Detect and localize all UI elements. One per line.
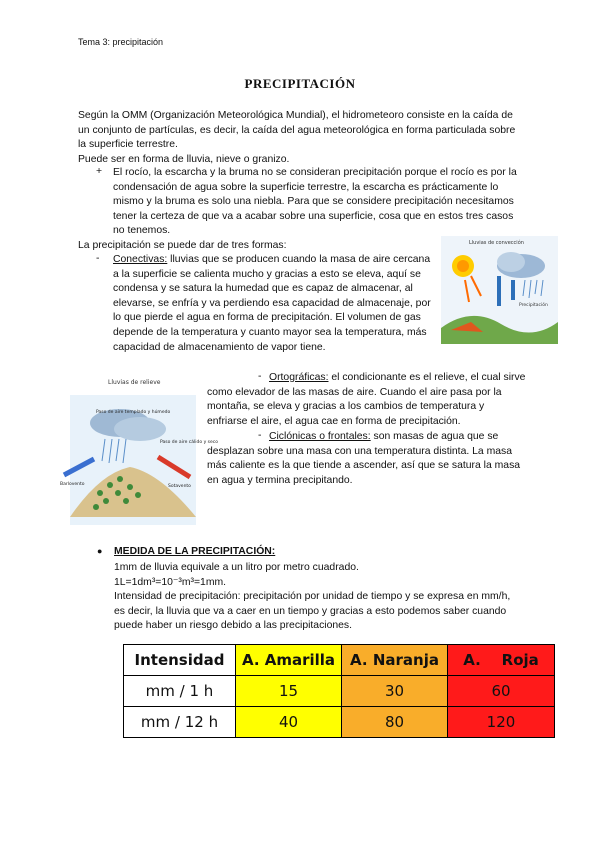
measure-line-3: Intensidad de precipitación: precipitación por unidad de tiempo y se expresa en mm/h, es decir, la lluvia que va a caer en un tiempo y gracias a esto podemos saber cuando puede haber un riesgo debido a las precipitaciones. — [114, 591, 511, 632]
section-bullet: ● — [97, 546, 103, 556]
orographic-text: el condicionante es el relieve, el cual sirve como elevador de las masas de aire. Cuando el aire pasa por la montaña, se eleva y gracias a los cambios de temperatura y enfriarse el aire, el agua cae en forma de precipitación. — [207, 372, 526, 427]
measure-heading: MEDIDA DE LA PRECIPITACIÓN: — [114, 546, 276, 557]
orographic-term: Ortográficas: — [269, 372, 329, 383]
relief-label-dry: Paso de aire cálido y seco — [160, 440, 219, 445]
intro-text: Según la OMM (Organización Meteorológica Mundial), el hidrometeoro consiste en la caída de un conjunto de partículas, es decir, la caída del agua meteorológica en forma particulada sobre la superficie terrestre. — [78, 110, 516, 151]
table-cell: mm / 1 h — [124, 676, 236, 707]
table-header-row — [124, 645, 555, 676]
convective-text: lluvias que se producen cuando la masa de aire cercana a la superficie se calienta mucho y gracias a esto se eleva, aquí se condensa y se satura la humedad que es capaz de almacenar, al elevarse, se enfría y va perdiendo esa capacidad de almacenaje, por lo que pierde el agua en forma de precipitación. El volumen de gas depende de la temperatura y cuanto mayor sea la temperatura, más capacidad de almacenamiento de vapor tiene. — [113, 254, 431, 353]
cyclonic-paragraph — [207, 430, 527, 488]
convective-term: Conectivas: — [113, 254, 168, 265]
cyclonic-text: son masas de agua que se desplazan sobre una masa con una temperatura distinta. La masa más caliente es la que tiende a ascender, así que se satura la masa en agua y termina precipitando. — [207, 431, 521, 486]
measure-line-1: 1mm de lluvia equivale a un litro por metro cuadrado. — [114, 562, 359, 573]
convection-illustration — [441, 236, 558, 344]
table-header-cell: Intensidad — [124, 645, 236, 676]
relief-label-humid: Paso de aire templado y húmedo — [96, 410, 171, 415]
measure-body — [114, 561, 514, 634]
table-header-cell: A. Roja — [448, 645, 555, 676]
table-header-cell: A. Naranja — [342, 645, 448, 676]
convection-title: Lluvias de convección — [469, 240, 524, 246]
table-cell: 30 — [342, 676, 448, 707]
forms-intro: La precipitación se puede dar de tres formas: — [78, 240, 287, 251]
convective-paragraph — [113, 253, 431, 355]
dash-marker: - — [96, 253, 100, 264]
bullet-paragraph: El rocío, la escarcha y la bruma no se consideran precipitación porque el rocío es por la condensación de agua sobre la superficie terrestre, la escarcha es prácticamente lo mismo y la bruma es solo una niebla. Para que se considere precipitación necesitamos tener la certeza de que va a acabar sobre una superficie, cosa que en estos tres casos no tenemos. — [113, 167, 517, 237]
intro-forms-text: Puede ser en forma de lluvia, nieve o granizo. — [78, 153, 290, 165]
relief-illustration — [60, 377, 219, 525]
table-cell: 40 — [236, 707, 342, 738]
measure-line-2: 1L=1dm³=10⁻³m³=1mm. — [114, 576, 227, 588]
table-row — [124, 707, 555, 738]
intro-paragraph — [78, 109, 526, 167]
relief-label-windward: Barlovento — [60, 482, 85, 487]
relief-title: Lluvias de relieve — [108, 379, 161, 386]
table-header-cell: A. Amarilla — [236, 645, 342, 676]
table-cell: 15 — [236, 676, 342, 707]
bullet-marker: + — [96, 166, 103, 177]
relief-label-leeward: Sotavento — [168, 484, 191, 489]
convection-label: Precipitación — [519, 303, 548, 308]
orographic-paragraph — [207, 371, 527, 429]
dash-marker: - — [258, 371, 262, 382]
table-cell: 80 — [342, 707, 448, 738]
table-row — [124, 676, 555, 707]
table-cell: mm / 12 h — [124, 707, 236, 738]
intensity-table — [123, 644, 555, 738]
page-header: Tema 3: precipitación — [78, 37, 164, 47]
cyclonic-term: Ciclónicas o frontales: — [269, 431, 371, 442]
page-title: PRECIPITACIÓN — [244, 76, 356, 91]
table-cell: 60 — [448, 676, 555, 707]
table-cell: 120 — [448, 707, 555, 738]
dash-marker: - — [258, 430, 262, 441]
